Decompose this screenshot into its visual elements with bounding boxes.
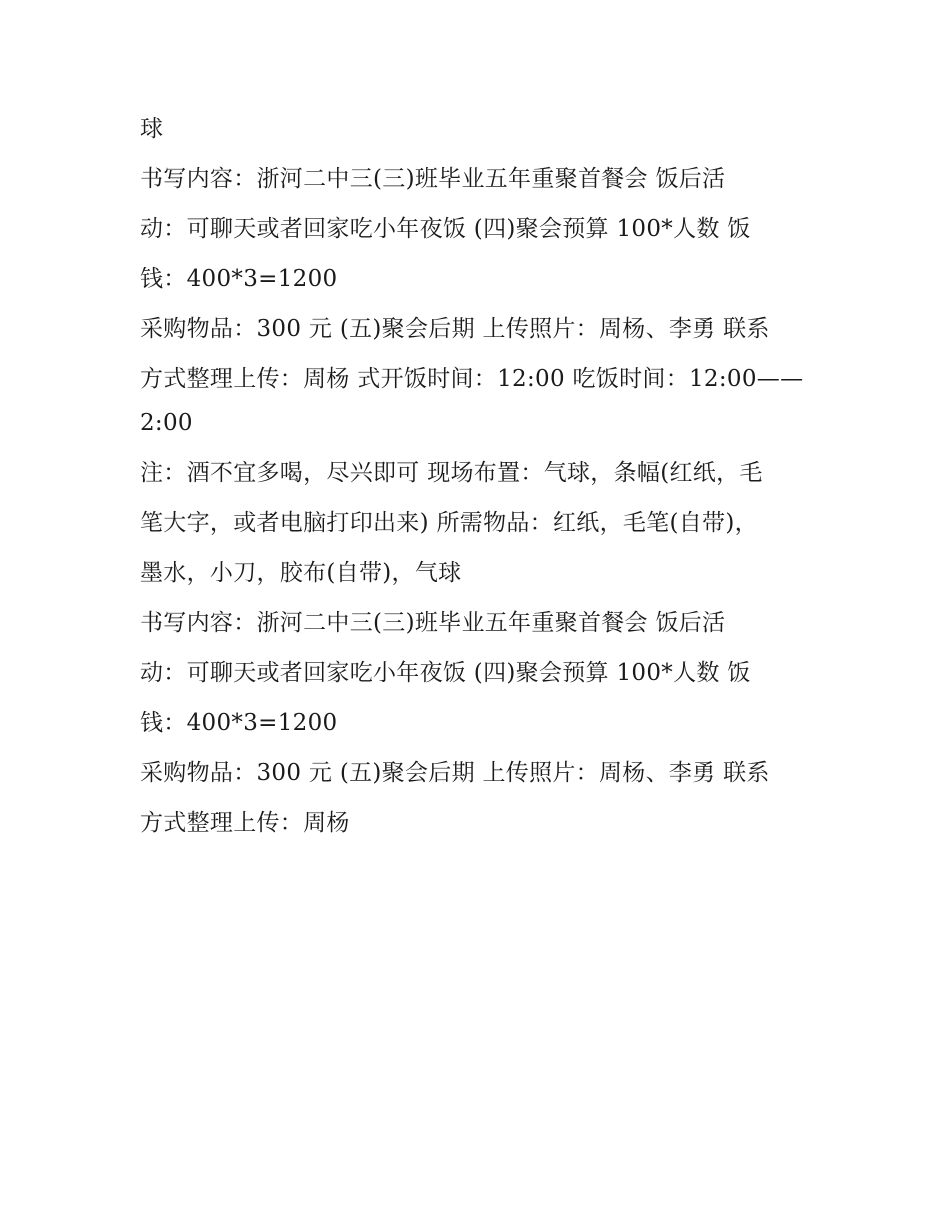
- text-line: 动：可聊天或者回家吃小年夜饭 (四)聚会预算 100*人数 饭: [140, 660, 751, 686]
- document-body: [140, 104, 820, 848]
- text-line: 方式整理上传：周杨: [140, 810, 350, 836]
- text-line: 2:00: [140, 410, 193, 436]
- text-line: 钱：400*3=1200: [140, 710, 338, 736]
- text-line: 钱：400*3=1200: [140, 266, 338, 292]
- text-line: 方式整理上传：周杨 式开饭时间：12:00 吃饭时间：12:00——: [140, 366, 804, 392]
- text-line: 书写内容：浙河二中三(三)班毕业五年重聚首餐会 饭后活: [140, 166, 726, 192]
- text-line: 笔大字，或者电脑打印出来) 所需物品：红纸，毛笔(自带)，: [140, 510, 758, 536]
- text-line: 采购物品：300 元 (五)聚会后期 上传照片：周杨、李勇 联系: [140, 316, 770, 342]
- text-line: 采购物品：300 元 (五)聚会后期 上传照片：周杨、李勇 联系: [140, 760, 770, 786]
- text-line: 注：酒不宜多喝，尽兴即可 现场布置：气球，条幅(红纸，毛: [140, 460, 763, 486]
- text-line: 球: [140, 116, 164, 142]
- text-line: 墨水，小刀，胶布(自带)，气球: [140, 560, 462, 586]
- text-line: 书写内容：浙河二中三(三)班毕业五年重聚首餐会 饭后活: [140, 610, 726, 636]
- text-line: 动：可聊天或者回家吃小年夜饭 (四)聚会预算 100*人数 饭: [140, 216, 751, 242]
